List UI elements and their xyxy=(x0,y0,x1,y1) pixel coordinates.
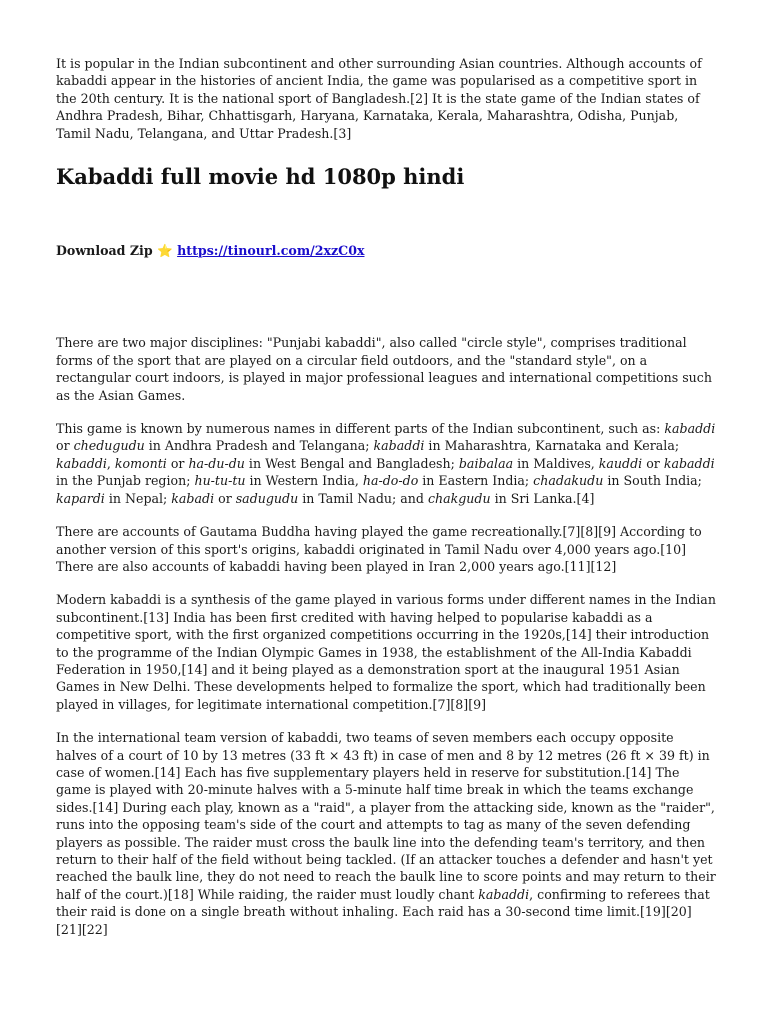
text-run: or xyxy=(56,438,74,454)
name-term: chadakudu xyxy=(533,473,604,489)
text-run: In the international team version of kabaddi, two teams of seven members each occupy opposite halves of a court of 10 by 13 metres (33 ft × 43 ft) in case of men and 8 by 12 metres (26 ft × 39 ft) in case of women.[14] Each has five supplementary players held in reserve for substitution.[14] The game is played with 20-minute halves with a 5-minute half time break in which the teams exchange sides.[14] During each play, known as a "raid", a player from the attacking side, known as the "raider", runs into the opposing team's side of the court and attempts to tag as many of the seven defending players as possible. The raider must cross the baulk line into the defending team's territory, and then return to their half of the field without being tackled. (If an attacker touches a defender and hasn't yet reached the baulk line, they do not need to reach the baulk line to score points and may return to their half of the court.)[18] While raiding, the raider must loudly chant xyxy=(56,730,716,902)
origins-paragraph: There are accounts of Gautama Buddha having played the game recreationally.[7][8][9] According to another version of this sport's origins, kabaddi originated in Tamil Nadu over 4,000 years ago.[10] There are also accounts of kabaddi having been played in Iran 2,000 years ago.[11][12] xyxy=(56,524,702,574)
star-icon: ⭐ xyxy=(157,243,173,259)
text-run: in Tamil Nadu; and xyxy=(298,490,428,506)
text-run: This game is known by numerous names in different parts of the Indian subcontinent, such as: xyxy=(56,421,665,437)
name-term: kabaddi xyxy=(664,421,716,437)
document-body xyxy=(56,55,716,954)
text-run: in Eastern India; xyxy=(418,473,534,489)
text-run: or xyxy=(642,455,664,471)
text-run: in the Punjab region; xyxy=(56,473,195,489)
modern-kabaddi-paragraph: Modern kabaddi is a synthesis of the game played in various forms under different names in the Indian subcontinent.[13] India has been first credited with having helped to popularise kabaddi as a competitive sport, with the first organized competitions occurring in the 1920s,[14] their introduction to the programme of the Indian Olympic Games in 1938, the establishment of the All-India Kabaddi Federation in 1950,[14] and it being played as a demonstration sport at the inaugural 1951 Asian Games in New Delhi. These developments helped to formalize the sport, which had traditionally been played in villages, for legitimate international competition.[7][8][9] xyxy=(56,592,716,712)
text-run: in South India; xyxy=(603,473,702,489)
name-term: chedugudu xyxy=(73,438,145,454)
name-term: hu-tu-tu xyxy=(194,473,246,489)
page-title: Kabaddi full movie hd 1080p hindi xyxy=(56,164,465,190)
name-term: kauddi xyxy=(598,455,643,471)
name-term: sadugudu xyxy=(235,490,299,506)
text-run: , xyxy=(106,455,115,471)
name-term: chakgudu xyxy=(427,490,491,506)
name-term: komonti xyxy=(114,455,167,471)
text-run: in Sri Lanka.[4] xyxy=(490,490,595,506)
name-term: kabaddi xyxy=(478,886,530,902)
text-run: or xyxy=(214,490,236,506)
disciplines-paragraph: There are two major disciplines: "Punjabi kabaddi", also called "circle style", comprises traditional forms of the sport that are played on a circular field outdoors, and the "standard style", on a rectangular court indoors, is played in major professional leagues and international competitions such as the Asian Games. xyxy=(56,335,712,403)
download-line xyxy=(56,242,716,259)
text-run: , confirming to referees that their raid is done on a single breath without inhaling. Each raid has a 30-second time limit.[19][20][21][22] xyxy=(56,886,710,937)
names-paragraph xyxy=(56,420,716,507)
name-term: kabaddi xyxy=(56,455,107,471)
name-term: baibalaa xyxy=(458,455,514,471)
text-run: in Maldives, xyxy=(513,455,599,471)
name-term: kabaddi xyxy=(373,438,425,454)
text-run: in West Bengal and Bangladesh; xyxy=(244,455,459,471)
download-link[interactable]: https://tinourl.com/2xzC0x xyxy=(177,243,365,259)
rules-paragraph xyxy=(56,729,716,938)
name-term: ha-do-do xyxy=(362,473,419,489)
text-run: in Maharashtra, Karnataka and Kerala; xyxy=(424,438,680,454)
download-label: Download Zip xyxy=(56,243,153,259)
text-run: in Western India, xyxy=(245,473,363,489)
name-term: kapardi xyxy=(56,490,105,506)
text-run: or xyxy=(166,455,189,471)
intro-paragraph: It is popular in the Indian subcontinent and other surrounding Asian countries. Although accounts of kabaddi appear in the histories of ancient India, the game was popularised as a competitive sport in the 20th century. It is the national sport of Bangladesh.[2] It is the state game of the Indian states of Andhra Pradesh, Bihar, Chhattisgarh, Haryana, Karnataka, Kerala, Maharashtra, Odisha, Punjab, Tamil Nadu, Telangana, and Uttar Pradesh.[3] xyxy=(56,56,702,141)
text-run: in Andhra Pradesh and Telangana; xyxy=(144,438,374,454)
text-run: in Nepal; xyxy=(104,490,172,506)
name-term: kabadi xyxy=(171,490,215,506)
name-term: ha-du-du xyxy=(188,455,245,471)
name-term: kabaddi xyxy=(663,455,715,471)
